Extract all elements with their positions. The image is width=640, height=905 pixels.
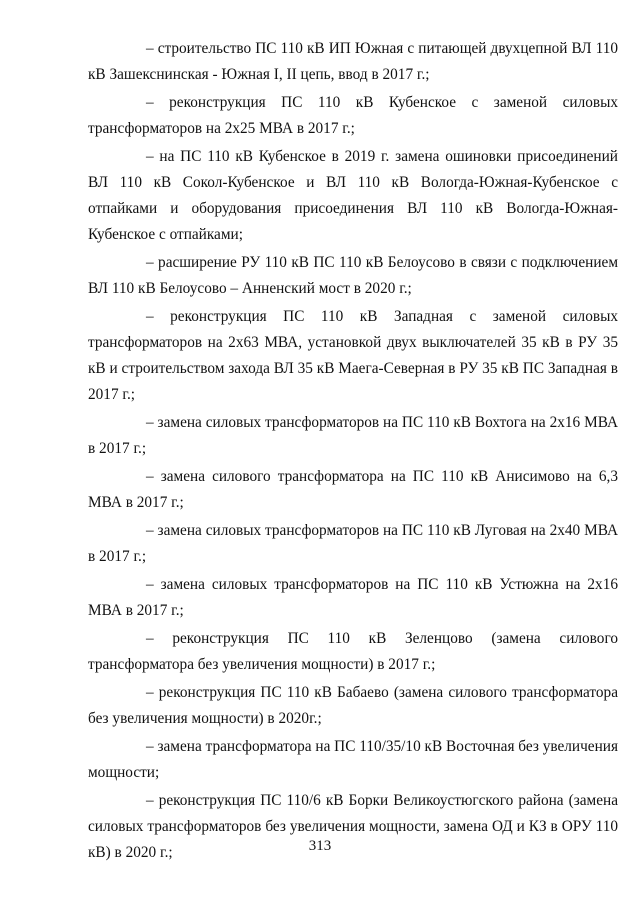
list-item: – на ПС 110 кВ Кубенское в 2019 г. замена ошиновки присоединений ВЛ 110 кВ Сокол-Кубенское и ВЛ 110 кВ Вологда-Южная-Кубенское с отпайками и оборудования присоединения ВЛ 110 кВ Вологда-Южная-Кубенское с отпайками; (88, 148, 618, 243)
list-item: – реконструкция ПС 110 кВ Западная с заменой силовых трансформаторов на 2х63 МВА, установкой двух выключателей 35 кВ в РУ 35 кВ и строительством захода ВЛ 35 кВ Маега-Северная в РУ 35 кВ ПС Западная в 2017 г.; (88, 308, 618, 403)
list-item: – замена силовых трансформаторов на ПС 110 кВ Устюжна на 2х16 МВА в 2017 г.; (88, 576, 618, 619)
list-item: – реконструкция ПС 110 кВ Кубенское с заменой силовых трансформаторов на 2х25 МВА в 2017 г.; (88, 94, 618, 137)
list-item: – реконструкция ПС 110 кВ Зеленцово (замена силового трансформатора без увеличения мощности) в 2017 г.; (88, 630, 618, 673)
list-item: – замена силовых трансформаторов на ПС 110 кВ Луговая на 2х40 МВА в 2017 г.; (88, 522, 618, 565)
list-item: – реконструкция ПС 110/6 кВ Борки Великоустюгского района (замена силовых трансформаторов без увеличения мощности, замена ОД и КЗ в ОРУ 110 кВ) в 2020 г.; (88, 792, 618, 861)
page-number: 313 (308, 838, 332, 854)
list-item: – замена силовых трансформаторов на ПС 110 кВ Вохтога на 2х16 МВА в 2017 г.; (88, 414, 618, 457)
list-item: – замена силового трансформатора на ПС 110 кВ Анисимово на 6,3 МВА в 2017 г.; (88, 468, 618, 511)
list-item: – строительство ПС 110 кВ ИП Южная с питающей двухцепной ВЛ 110 кВ Зашекснинская - Южная I, II цепь, ввод в 2017 г.; (88, 40, 618, 83)
list-item: – замена трансформатора на ПС 110/35/10 кВ Восточная без увеличения мощности; (88, 738, 619, 781)
list-item: – реконструкция ПС 110 кВ Бабаево (замена силового трансформатора без увеличения мощности) в 2020г.; (88, 684, 618, 727)
list-item: – расширение РУ 110 кВ ПС 110 кВ Белоусово в связи с подключением ВЛ 110 кВ Белоусово – Анненский мост в 2020 г.; (88, 254, 618, 297)
